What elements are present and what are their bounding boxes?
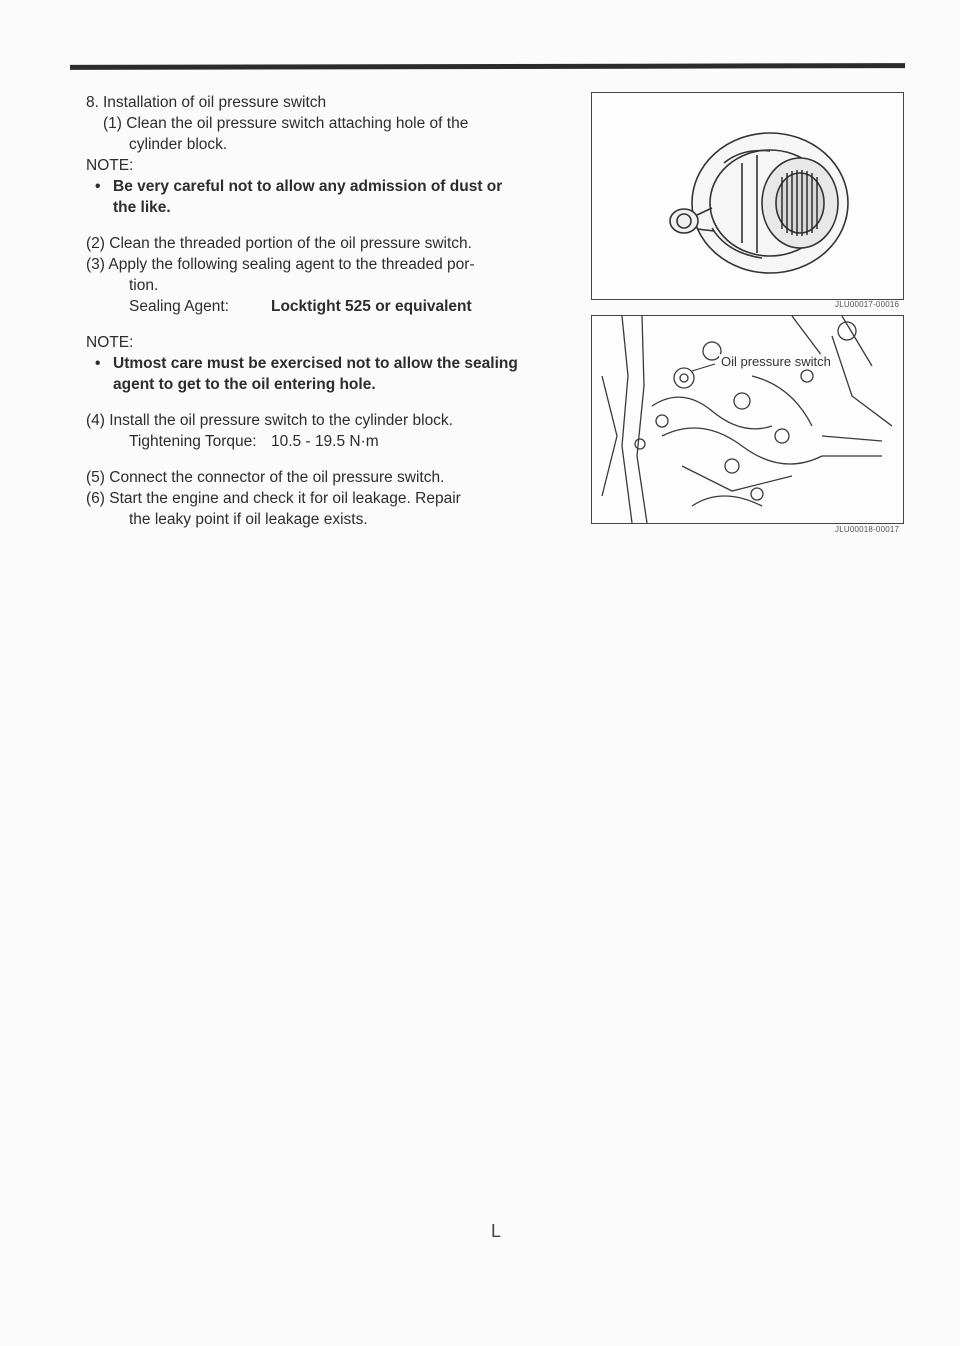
engine-block-illustration: [592, 316, 903, 523]
substep-4: (4) Install the oil pressure switch to the cylinder block.: [86, 412, 453, 429]
substep-3-cont: tion.: [129, 277, 159, 294]
header-rule: [70, 63, 905, 70]
figure-code: JLU00017-00016: [835, 300, 900, 309]
torque-label: Tightening Torque:: [129, 433, 257, 450]
substep-5: (5) Connect the connector of the oil pressure switch.: [86, 469, 445, 486]
sealing-agent-label: Sealing Agent:: [129, 298, 229, 315]
callout-oil-pressure-switch: Oil pressure switch: [721, 354, 831, 369]
note-bullet: • Utmost care must be exercised not to allow the sealing: [95, 355, 518, 372]
note-heading: NOTE:: [86, 334, 134, 351]
instruction-text: [86, 92, 556, 530]
torque-value: 10.5 - 19.5 N·m: [271, 433, 379, 450]
substep-1-cont: cylinder block.: [129, 136, 228, 153]
note-heading: NOTE:: [86, 157, 134, 174]
substep-2: (2) Clean the threaded portion of the oil pressure switch.: [86, 235, 472, 252]
note-bullet: • Be very careful not to allow any admission of dust or: [95, 178, 503, 195]
substep-6: (6) Start the engine and check it for oil leakage. Repair: [86, 490, 461, 507]
page-marker: L: [491, 1221, 502, 1241]
note-bullet-cont: agent to get to the oil entering hole.: [113, 376, 376, 393]
step-title: Installation of oil pressure switch: [103, 94, 327, 111]
substep-3: (3) Apply the following sealing agent to the threaded por-: [86, 256, 475, 273]
torque-spec: [86, 431, 556, 452]
step-heading: [86, 92, 556, 113]
substep-1: (1) Clean the oil pressure switch attaching hole of the: [103, 115, 469, 132]
bullet-icon: •: [95, 178, 101, 195]
bullet-icon: •: [95, 355, 101, 372]
figure-oil-pressure-switch: [591, 92, 904, 300]
sealing-agent-spec: [86, 296, 556, 317]
figure-code: JLU00018-00017: [835, 525, 900, 534]
sealing-agent-value: Locktight 525 or equivalent: [271, 298, 472, 315]
oil-pressure-switch-illustration: [592, 93, 903, 299]
note-bullet-cont: the like.: [113, 199, 171, 216]
figure-engine-location: [591, 315, 904, 524]
step-number: 8.: [86, 94, 99, 111]
substep-6-cont: the leaky point if oil leakage exists.: [129, 511, 368, 528]
